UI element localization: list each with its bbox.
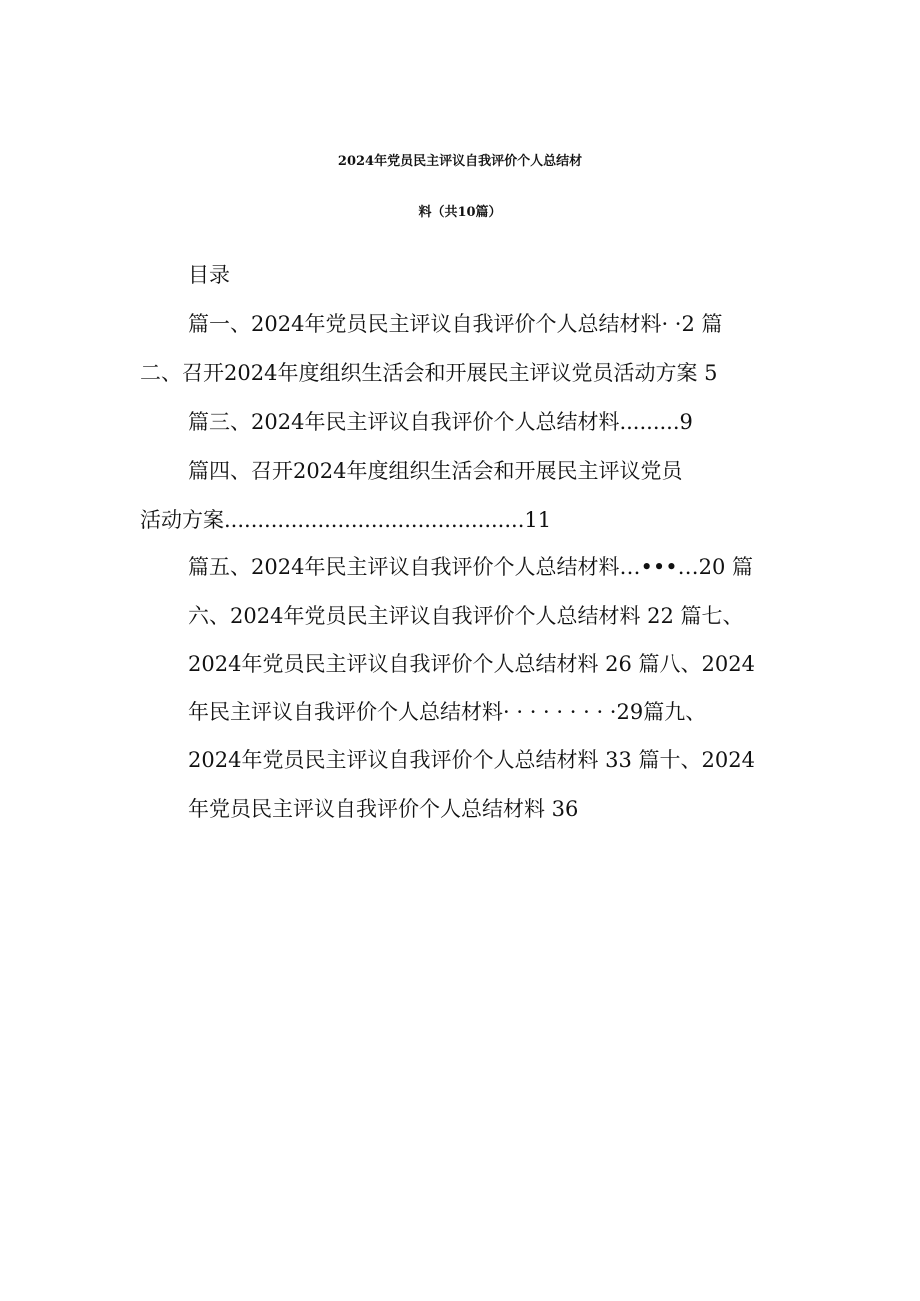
toc-line: 篇四、召开2024年度组织生活会和开展民主评议党员 xyxy=(188,459,683,483)
toc-line: 年民主评议自我评价个人总结材料· · · · · · · · ·29篇九、 xyxy=(188,700,707,724)
toc-line: 篇五、2024年民主评议自我评价个人总结材料…•••…20 篇 xyxy=(188,555,753,579)
document-title-line-2: 料（共10篇） xyxy=(418,205,502,220)
document-title-line-1: 2024年党员民主评议自我评价个人总结材 xyxy=(337,154,583,169)
toc-line: 六、2024年党员民主评议自我评价个人总结材料 22 篇七、 xyxy=(188,604,744,628)
toc-line: 二、召开2024年度组织生活会和开展民主评议党员活动方案 5 xyxy=(140,361,718,385)
toc-line: 年党员民主评议自我评价个人总结材料 36 xyxy=(188,797,579,821)
toc-heading: 目录 xyxy=(188,263,230,287)
toc-line: 2024年党员民主评议自我评价个人总结材料 33 篇十、2024 xyxy=(188,748,755,772)
toc-line: 篇三、2024年民主评议自我评价个人总结材料.........9 xyxy=(188,410,693,434)
toc-line: 篇一、2024年党员民主评议自我评价个人总结材料· ·2 篇 xyxy=(188,312,723,336)
toc-line: 2024年党员民主评议自我评价个人总结材料 26 篇八、2024 xyxy=(188,652,755,676)
toc-line: 活动方案.............................................11 xyxy=(140,508,552,532)
